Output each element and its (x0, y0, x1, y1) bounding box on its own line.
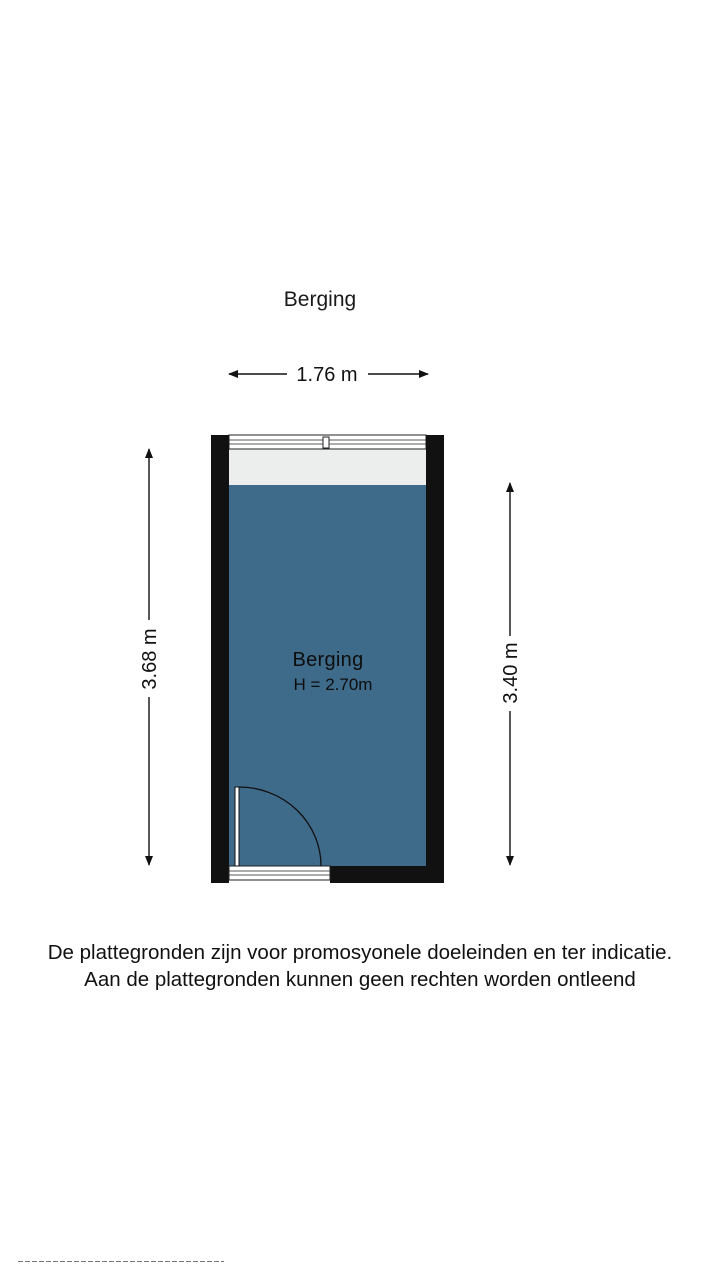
right-wall (426, 435, 444, 883)
bottom-wall (330, 866, 444, 883)
window-strip (228, 449, 428, 485)
footer-rule (18, 1261, 224, 1262)
floor-title: Berging (283, 288, 357, 311)
height-right-label: 3.40 m (500, 642, 522, 704)
height-dimension-right (500, 483, 522, 865)
width-dimension (229, 364, 428, 386)
room-ceiling-height: H = 2.70m (293, 675, 373, 694)
height-left-label: 3.68 m (139, 628, 161, 690)
disclaimer-line-2: Aan de plattegronden kunnen geen rechten worden ontleend (84, 968, 636, 991)
left-wall (211, 435, 229, 883)
height-dimension-left (139, 449, 161, 865)
room-name: Berging (292, 649, 364, 671)
disclaimer-line-1: De plattegronden zijn voor promosyonele doeleinden en ter indicatie. (47, 941, 673, 964)
door-threshold (229, 866, 330, 880)
door-leaf (235, 787, 239, 866)
top-window (229, 435, 426, 449)
disclaimer (0, 939, 720, 993)
width-dimension-label: 1.76 m (296, 364, 358, 386)
